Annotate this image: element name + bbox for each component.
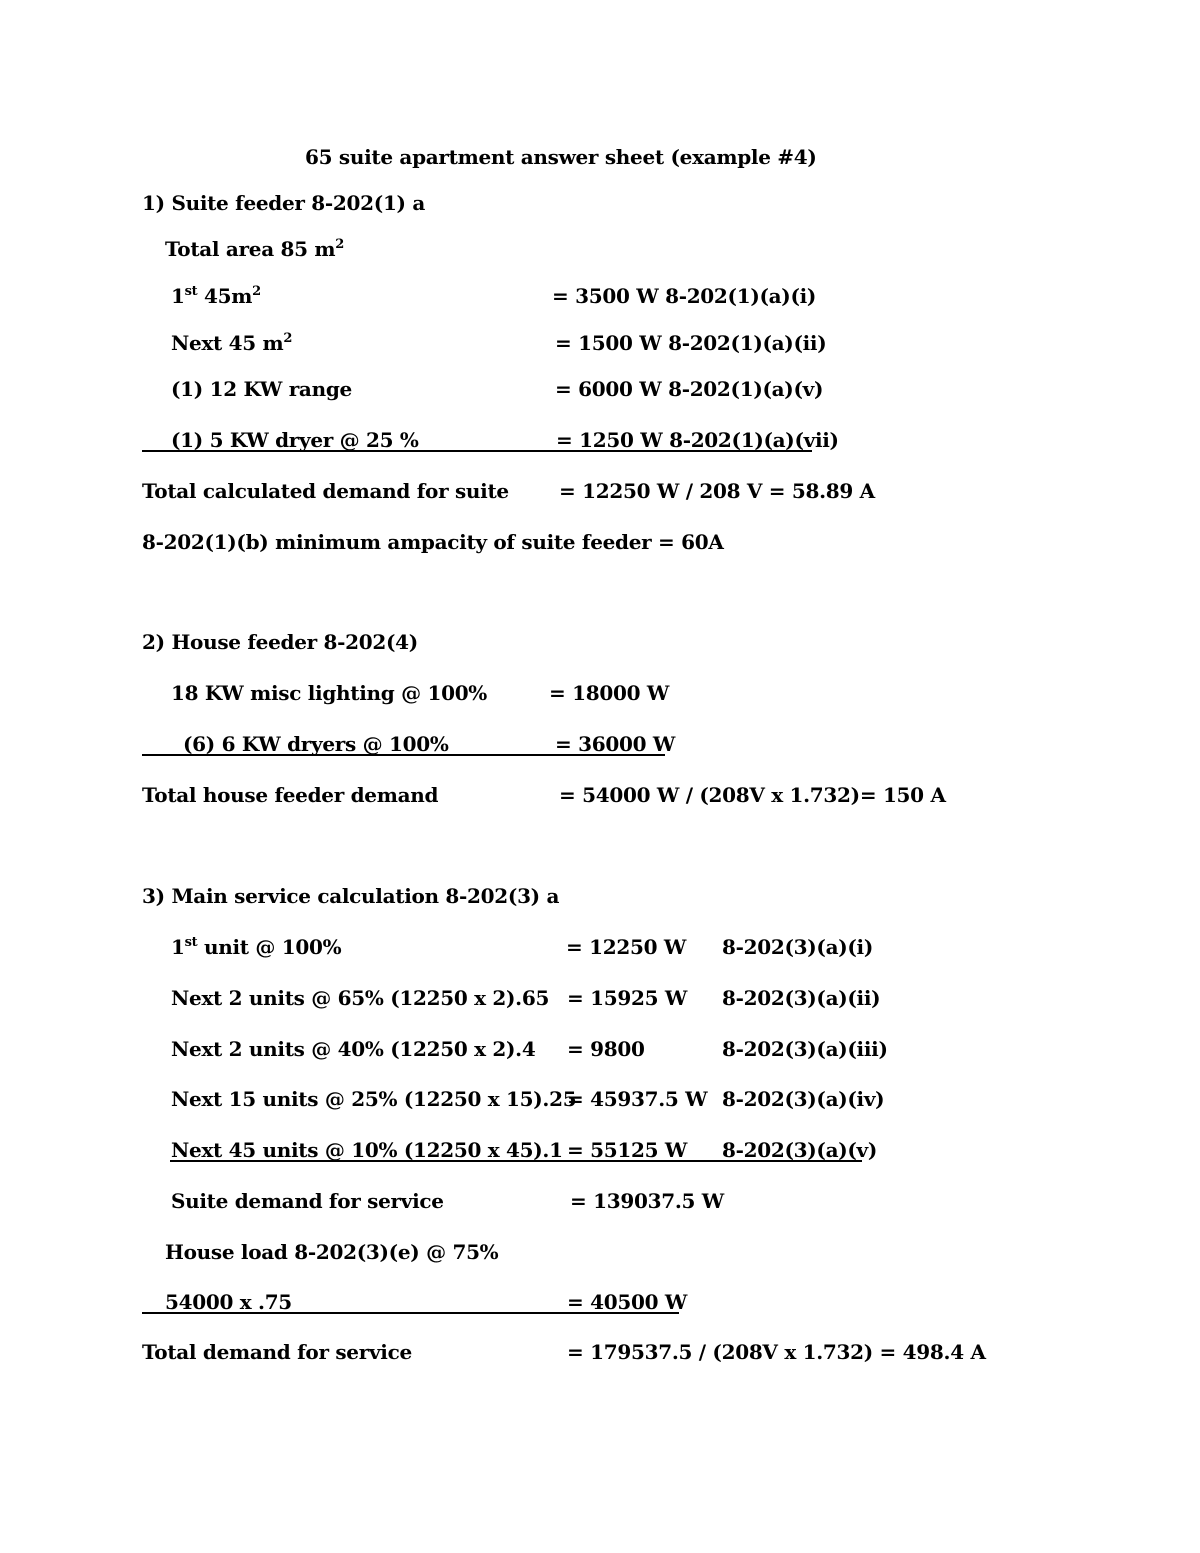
- section3-underline: [170, 1160, 862, 1162]
- section3-heading: 3) Main service calculation 8-202(3) a: [142, 884, 560, 908]
- section3-total-label: Total demand for service: [142, 1340, 412, 1364]
- page-title: 65 suite apartment answer sheet (example #4): [305, 145, 817, 169]
- section1-underline: [142, 450, 812, 452]
- row-label: (1) 12 KW range: [171, 377, 352, 401]
- section1-total-value: = 12250 W / 208 V = 58.89 A: [559, 479, 875, 503]
- row-value: = 1250 W 8-202(1)(a)(vii): [556, 428, 839, 452]
- row-value: = 45937.5 W: [567, 1087, 708, 1111]
- row-label: 1st unit @ 100%: [171, 935, 342, 959]
- row-rule: 8-202(3)(a)(iii): [722, 1037, 888, 1061]
- row-value: = 1500 W 8-202(1)(a)(ii): [555, 331, 827, 355]
- row-rule: 8-202(3)(a)(v): [722, 1138, 878, 1162]
- row-value: = 9800: [567, 1037, 645, 1061]
- section3-total-value: = 179537.5 / (208V x 1.732) = 498.4 A: [567, 1340, 986, 1364]
- house-calc-value: = 40500 W: [567, 1290, 688, 1314]
- section2-total-value: = 54000 W / (208V x 1.732)= 150 A: [559, 783, 946, 807]
- row-label: Next 45 units @ 10% (12250 x 45).1: [171, 1138, 563, 1162]
- section2-total-label: Total house feeder demand: [142, 783, 439, 807]
- min-ampacity: 8-202(1)(b) minimum ampacity of suite feeder = 60A: [142, 530, 724, 554]
- row-label: (1) 5 KW dryer @ 25 %: [171, 428, 419, 452]
- house-calc-underline: [142, 1312, 679, 1314]
- house-load: House load 8-202(3)(e) @ 75%: [165, 1240, 499, 1264]
- suite-demand-value: = 139037.5 W: [570, 1189, 724, 1213]
- row-value: = 6000 W 8-202(1)(a)(v): [555, 377, 824, 401]
- suite-demand-label: Suite demand for service: [171, 1189, 444, 1213]
- row-rule: 8-202(3)(a)(i): [722, 935, 874, 959]
- row-label: 18 KW misc lighting @ 100%: [171, 681, 488, 705]
- row-label: (6) 6 KW dryers @ 100%: [183, 732, 449, 756]
- row-value: = 55125 W: [567, 1138, 688, 1162]
- house-calc-label: 54000 x .75: [165, 1290, 292, 1314]
- section2-heading: 2) House feeder 8-202(4): [142, 630, 418, 654]
- row-label: Next 15 units @ 25% (12250 x 15).25: [171, 1087, 577, 1111]
- row-value: = 18000 W: [549, 681, 670, 705]
- row-value: = 3500 W 8-202(1)(a)(i): [552, 284, 817, 308]
- total-area: Total area 85 $m^2$: [165, 237, 345, 261]
- row-value: = 36000 W: [555, 732, 676, 756]
- row-label: Next 2 units @ 65% (12250 x 2).65: [171, 986, 550, 1010]
- row-rule: 8-202(3)(a)(iv): [722, 1087, 885, 1111]
- section1-total-label: Total calculated demand for suite: [142, 479, 509, 503]
- row-value: = 12250 W: [566, 935, 687, 959]
- row-label: 1st $45m^2$: [171, 284, 261, 308]
- row-label: Next 45 $m^2$: [171, 331, 293, 355]
- row-value: = 15925 W: [567, 986, 688, 1010]
- section2-underline: [142, 754, 665, 756]
- row-rule: 8-202(3)(a)(ii): [722, 986, 881, 1010]
- section1-heading: 1) Suite feeder 8-202(1) a: [142, 191, 426, 215]
- row-label: Next 2 units @ 40% (12250 x 2).4: [171, 1037, 536, 1061]
